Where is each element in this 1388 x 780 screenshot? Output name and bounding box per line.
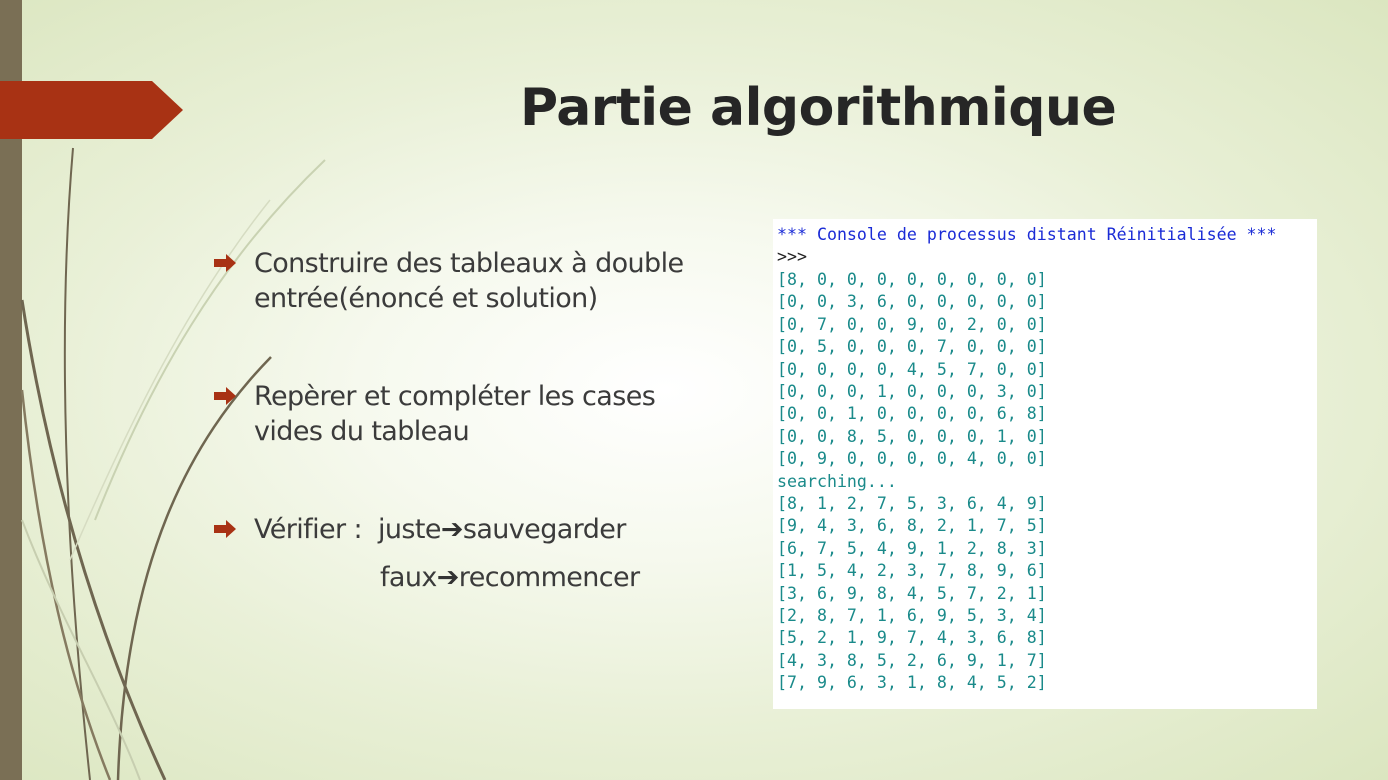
grid-row-unsolved: [8, 0, 0, 0, 0, 0, 0, 0, 0] [777,270,1047,289]
grid-row-unsolved: [0, 7, 0, 0, 9, 0, 2, 0, 0] [777,315,1047,334]
restart-label: recommencer [458,562,640,593]
right-arrow-icon: ➔ [436,562,459,593]
right-arrow-icon: ➔ [440,514,463,545]
bullet-line: entrée(énoncé et solution) [254,283,598,314]
grid-row-unsolved: [0, 9, 0, 0, 0, 0, 4, 0, 0] [777,449,1047,468]
grid-row-solved: [4, 3, 8, 5, 2, 6, 9, 1, 7] [777,651,1047,670]
bullet-line: vides du tableau [254,416,470,447]
grid-row-solved: [5, 2, 1, 9, 7, 4, 3, 6, 8] [777,628,1047,647]
slide-title: Partie algorithmique [520,78,1117,138]
bullet-line [254,512,640,547]
grid-row-solved: [7, 9, 6, 3, 1, 8, 4, 5, 2] [777,673,1047,692]
bullet-arrow-icon [212,387,238,405]
bullet-arrow-icon [212,520,238,538]
grid-row-unsolved: [0, 5, 0, 0, 0, 7, 0, 0, 0] [777,337,1047,356]
grid-row-solved: [6, 7, 5, 4, 9, 1, 2, 8, 3] [777,539,1047,558]
console-header: *** Console de processus distant Réinitialisée *** [777,225,1277,244]
bullet-line: Construire des tableaux à double [254,248,684,279]
grid-row-unsolved: [0, 0, 1, 0, 0, 0, 0, 6, 8] [777,404,1047,423]
bullet-text [254,379,655,449]
wrong-label: faux [380,562,437,593]
grid-row-unsolved: [0, 0, 3, 6, 0, 0, 0, 0, 0] [777,292,1047,311]
save-label: sauvegarder [462,514,626,545]
grid-row-solved: [2, 8, 7, 1, 6, 9, 5, 3, 4] [777,606,1047,625]
verify-label: Vérifier : juste [254,514,441,545]
bullet-arrow-icon [212,254,238,272]
bullet-line: Repèrer et compléter les cases [254,381,656,412]
grid-row-solved: [1, 5, 4, 2, 3, 7, 8, 9, 6] [777,561,1047,580]
bullet-text [254,512,640,595]
grid-row-unsolved: [0, 0, 0, 1, 0, 0, 0, 3, 0] [777,382,1047,401]
grid-row-solved: [8, 1, 2, 7, 5, 3, 6, 4, 9] [777,494,1047,513]
grid-row-solved: [9, 4, 3, 6, 8, 2, 1, 7, 5] [777,516,1047,535]
grid-row-unsolved: [0, 0, 0, 0, 4, 5, 7, 0, 0] [777,360,1047,379]
grid-row-solved: [3, 6, 9, 8, 4, 5, 7, 2, 1] [777,584,1047,603]
console-output-panel [773,219,1317,709]
title-arrow-shape [0,81,185,139]
console-prompt: >>> [777,247,807,266]
grid-row-unsolved: [0, 0, 8, 5, 0, 0, 0, 1, 0] [777,427,1047,446]
bullet-line [254,560,640,595]
searching-status: searching... [777,472,897,491]
bullet-text [254,246,684,316]
